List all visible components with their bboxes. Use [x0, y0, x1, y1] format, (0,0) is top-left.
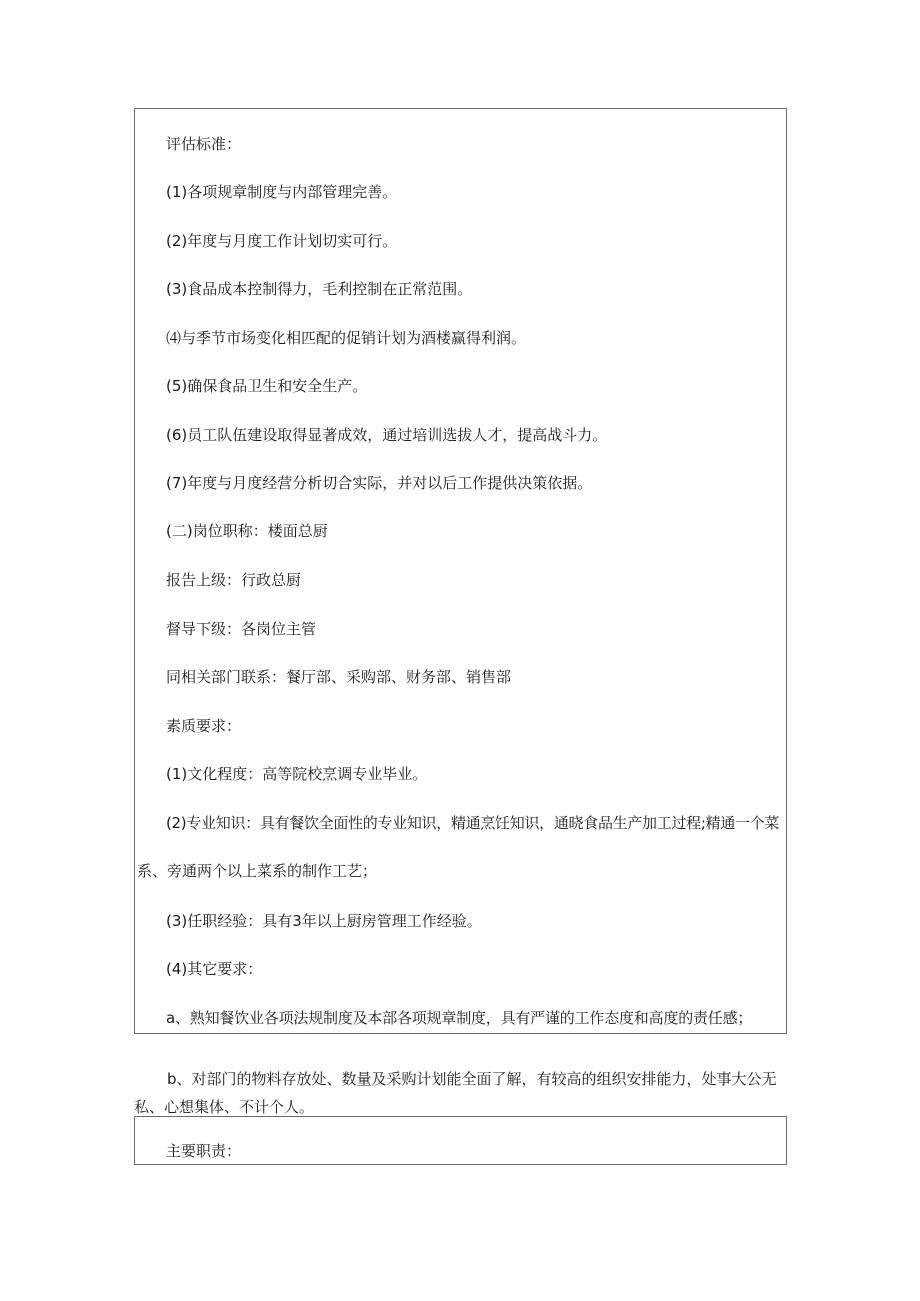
text-line: 评估标准：	[166, 135, 242, 153]
text-line: (3)食品成本控制得力，毛利控制在正常范围。	[166, 280, 473, 298]
text-line: (6)员工队伍建设取得显著成效，通过培训选拔人才，提高战斗力。	[166, 426, 608, 444]
text-line: (1)各项规章制度与内部管理完善。	[166, 183, 398, 201]
text-line: (3)任职经验：具有3年以上厨房管理工作经验。	[166, 912, 482, 930]
text-line: 督导下级：各岗位主管	[166, 620, 317, 638]
text-line: 系、旁通两个以上菜系的制作工艺；	[137, 862, 378, 880]
text-line: (2)专业知识：具有餐饮全面性的专业知识，精通烹饪知识，通晓食品生产加工过程;精通一个菜	[166, 814, 780, 832]
text-line: (7)年度与月度经营分析切合实际，并对以后工作提供决策依据。	[166, 474, 593, 492]
text-line: (4)其它要求：	[166, 960, 263, 978]
text-line: (5)确保食品卫生和安全生产。	[166, 377, 368, 395]
text-line: (1)文化程度：高等院校烹调专业毕业。	[166, 765, 428, 783]
text-line: a、熟知餐饮业各项法规制度及本部各项规章制度，具有严谨的工作态度和高度的责任感；	[166, 1009, 753, 1027]
text-line: (二)岗位职称：楼面总厨	[166, 522, 328, 540]
text-line: 报告上级：行政总厨	[166, 571, 302, 589]
text-line: 素质要求：	[166, 717, 242, 735]
text-line: (2)年度与月度工作计划切实可行。	[166, 232, 398, 250]
text-line: ⑷与季节市场变化相匹配的促销计划为酒楼赢得利润。	[166, 329, 527, 347]
section-heading: 主要职责：	[166, 1142, 242, 1160]
paragraph-b: b、对部门的物料存放处、数量及采购计划能全面了解，有较高的组织安排能力，处事大公无私、心想集体、不计个人。	[134, 1070, 777, 1116]
text-line: 同相关部门联系：餐厅部、采购部、财务部、销售部	[166, 668, 512, 686]
